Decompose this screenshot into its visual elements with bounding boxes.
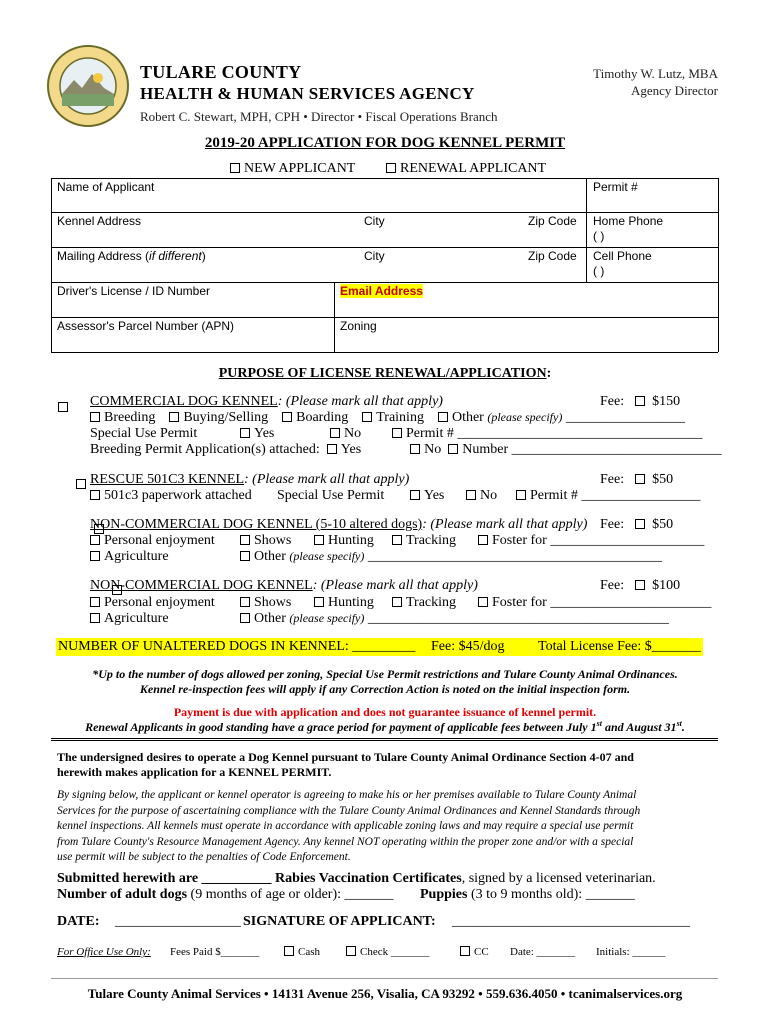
email-address-field[interactable]: Email Address <box>340 284 423 298</box>
home-phone-field[interactable]: Home Phone <box>593 214 664 228</box>
agency-name-line2: HEALTH & HUMAN SERVICES AGENCY <box>140 84 475 103</box>
mailing-zip-field[interactable]: Zip Code <box>528 249 577 263</box>
county-seal <box>46 44 130 128</box>
apn-field[interactable]: Assessor's Parcel Number (APN) <box>57 319 234 333</box>
rescue-sup-label: Special Use Permit <box>277 488 385 503</box>
other-checkbox[interactable] <box>438 412 448 422</box>
commercial-kennel-title: COMMERCIAL DOG KENNEL: (Please mark all that apply) <box>90 394 443 409</box>
applicant-name-field[interactable]: Name of Applicant <box>57 180 155 194</box>
mailing-city-field[interactable]: City <box>364 249 385 263</box>
zoning-field[interactable]: Zoning <box>340 319 377 333</box>
noncommercial-kennel-fee[interactable]: Fee: $100 <box>600 578 681 593</box>
nc2-hunting[interactable]: Hunting <box>314 595 374 611</box>
noncommercial-altered-title: NON-COMMERCIAL DOG KENNEL (5-10 altered dogs): (Please mark all that apply) <box>90 517 588 532</box>
agency-name-line1: TULARE COUNTY <box>140 62 302 82</box>
note-reinspection: Kennel re-inspection fees will apply if any Correction Action is noted on the initial inspection form. <box>139 682 631 696</box>
boarding-checkbox[interactable] <box>282 412 292 422</box>
section-divider <box>51 738 718 741</box>
kennel-address-field[interactable]: Kennel Address <box>57 214 142 228</box>
nc2-tracking[interactable]: Tracking <box>392 595 456 611</box>
commercial-sup-no[interactable]: No <box>330 426 361 442</box>
right-director-name: Timothy W. Lutz, MBA <box>593 66 718 81</box>
office-use-label: For Office Use Only: <box>57 946 151 958</box>
cell-phone-field[interactable]: Cell Phone <box>593 249 652 263</box>
footer-divider <box>51 978 718 979</box>
rescue-permit-number[interactable]: Permit # _________________ <box>516 488 700 504</box>
rescue-fee-checkbox[interactable] <box>635 474 645 484</box>
date-label: DATE: <box>57 914 100 929</box>
total-license-fee[interactable]: Total License Fee: $_______ <box>538 639 701 654</box>
commercial-options[interactable]: Breeding Buying/Selling Boarding Training Other (please specify) _________________ <box>90 410 685 426</box>
nc2-shows[interactable]: Shows <box>240 595 291 611</box>
training-checkbox[interactable] <box>362 412 372 422</box>
declaration-line1: The undersigned desires to operate a Dog Kennel pursuant to Tulare County Animal Ordinance Section 4-07 and <box>57 750 634 764</box>
noncommercial-altered-fee-checkbox[interactable] <box>635 519 645 529</box>
declaration-line2: herewith makes application for a KENNEL PERMIT. <box>57 765 332 779</box>
rescue-fee[interactable]: Fee: $50 <box>600 472 674 487</box>
unaltered-dogs-label[interactable]: NUMBER OF UNALTERED DOGS IN KENNEL: _________ <box>58 639 416 654</box>
rescue-kennel-checkbox[interactable] <box>76 479 86 489</box>
initials-field[interactable]: Initials: ______ <box>596 946 666 958</box>
kennel-city-field[interactable]: City <box>364 214 385 228</box>
nc2-agriculture[interactable]: Agriculture <box>90 611 169 627</box>
rescue-sup-yes[interactable]: Yes <box>410 488 444 504</box>
nc1-hunting[interactable]: Hunting <box>314 533 374 549</box>
adult-dogs-line[interactable]: Number of adult dogs (9 months of age or older): _______ <box>57 887 394 902</box>
signature-field[interactable]: __________________________________ <box>452 914 690 929</box>
form-title: 2019-20 APPLICATION FOR DOG KENNEL PERMIT <box>204 135 566 151</box>
office-date-field[interactable]: Date: _______ <box>510 946 576 958</box>
renewal-applicant-option[interactable]: RENEWAL APPLICANT <box>386 161 546 177</box>
kennel-zip-field[interactable]: Zip Code <box>528 214 577 228</box>
breeding-permit-attached[interactable]: Breeding Permit Application(s) attached: Yes No Number ______________________________ <box>90 442 722 457</box>
payment-notice: Payment is due with application and does not guarantee issuance of kennel permit. <box>173 705 597 719</box>
note-zoning: *Up to the number of dogs allowed per zoning, Special Use Permit restrictions and Tulare County Animal Ordinances. <box>92 667 678 681</box>
footer-address: Tulare County Animal Services • 14131 Avenue 256, Visalia, CA 93292 • 559.636.4050 • tcanimalservices.org <box>87 986 683 1001</box>
cc-option[interactable]: CC <box>460 946 489 958</box>
nc1-personal-enjoyment[interactable]: Personal enjoyment <box>90 533 215 549</box>
nc2-personal-enjoyment[interactable]: Personal enjoyment <box>90 595 215 611</box>
rescue-kennel-title: RESCUE 501C3 KENNEL: (Please mark all that apply) <box>90 472 410 487</box>
home-phone-parens: ( ) <box>593 229 605 243</box>
check-option[interactable]: Check _______ <box>346 946 429 958</box>
unaltered-dogs-fee: Fee: $45/dog <box>431 639 505 654</box>
nc1-tracking[interactable]: Tracking <box>392 533 456 549</box>
commercial-sup-yes[interactable]: Yes <box>240 426 274 442</box>
buying-selling-checkbox[interactable] <box>169 412 179 422</box>
declaration-paragraph: By signing below, the applicant or kennel operator is agreeing to make his or her premises available to Tulare County Animal Services for the purpose of ascertaining compliance with the Tulare County Animal Ordinances and Kennel Standards through kennel inspections. All kennels must operate in accordance with applicable zoning laws and may require a special use permit from Tulare County's Resource Management Agency. Any kennel NOT operating within the proper zone and/or with a special use permit will be subject to the penalties of Code Enforcement. <box>57 789 641 864</box>
submitted-rabies-line[interactable]: Submitted herewith are __________ Rabies Vaccination Certificates, signed by a licensed veterinarian. <box>57 871 656 886</box>
right-director-title: Agency Director <box>631 83 718 98</box>
noncommercial-altered-fee[interactable]: Fee: $50 <box>600 517 674 532</box>
commercial-sup-label: Special Use Permit <box>90 426 198 441</box>
commercial-kennel-checkbox[interactable] <box>58 402 68 412</box>
nc1-other[interactable]: Other (please specify) __________________________________________ <box>240 549 662 565</box>
commercial-fee-checkbox[interactable] <box>635 396 645 406</box>
nc1-agriculture[interactable]: Agriculture <box>90 549 169 565</box>
nc2-foster[interactable]: Foster for _______________________ <box>478 595 711 611</box>
commercial-fee[interactable]: Fee: $150 <box>600 394 681 409</box>
noncommercial-kennel-title: NON-COMMERCIAL DOG KENNEL: (Please mark all that apply) <box>90 578 478 593</box>
director-line: Robert C. Stewart, MPH, CPH • Director • Fiscal Operations Branch <box>140 109 498 124</box>
commercial-permit-number[interactable]: Permit # ___________________________________ <box>392 426 702 442</box>
date-field[interactable]: __________________ <box>115 914 241 929</box>
signature-label: SIGNATURE OF APPLICANT: <box>243 914 436 929</box>
drivers-license-field[interactable]: Driver's License / ID Number <box>57 284 210 298</box>
rescue-sup-no[interactable]: No <box>466 488 497 504</box>
nc1-foster[interactable]: Foster for ______________________ <box>478 533 704 549</box>
renewal-grace-note: Renewal Applicants in good standing have a grace period for payment of applicable fees between July 1st and August 31st. <box>85 719 685 734</box>
fees-paid-field[interactable]: Fees Paid $_______ <box>170 946 260 958</box>
new-applicant-checkbox[interactable] <box>230 163 240 173</box>
breeding-checkbox[interactable] <box>90 412 100 422</box>
mailing-address-field[interactable]: Mailing Address (if different) <box>57 249 206 263</box>
permit-number-field[interactable]: Permit # <box>593 180 638 194</box>
new-applicant-option[interactable]: NEW APPLICANT <box>230 161 355 177</box>
noncommercial-kennel-fee-checkbox[interactable] <box>635 580 645 590</box>
cell-phone-parens: ( ) <box>593 264 605 278</box>
cash-option[interactable]: Cash <box>284 946 320 958</box>
purpose-heading: PURPOSE OF LICENSE RENEWAL/APPLICATION: <box>218 366 552 381</box>
nc2-other[interactable]: Other (please specify) ___________________________________________ <box>240 611 669 627</box>
nc1-shows[interactable]: Shows <box>240 533 291 549</box>
puppies-line[interactable]: Puppies (3 to 9 months old): _______ <box>420 887 635 902</box>
rescue-paperwork[interactable]: 501c3 paperwork attached <box>90 488 252 504</box>
renewal-applicant-checkbox[interactable] <box>386 163 396 173</box>
